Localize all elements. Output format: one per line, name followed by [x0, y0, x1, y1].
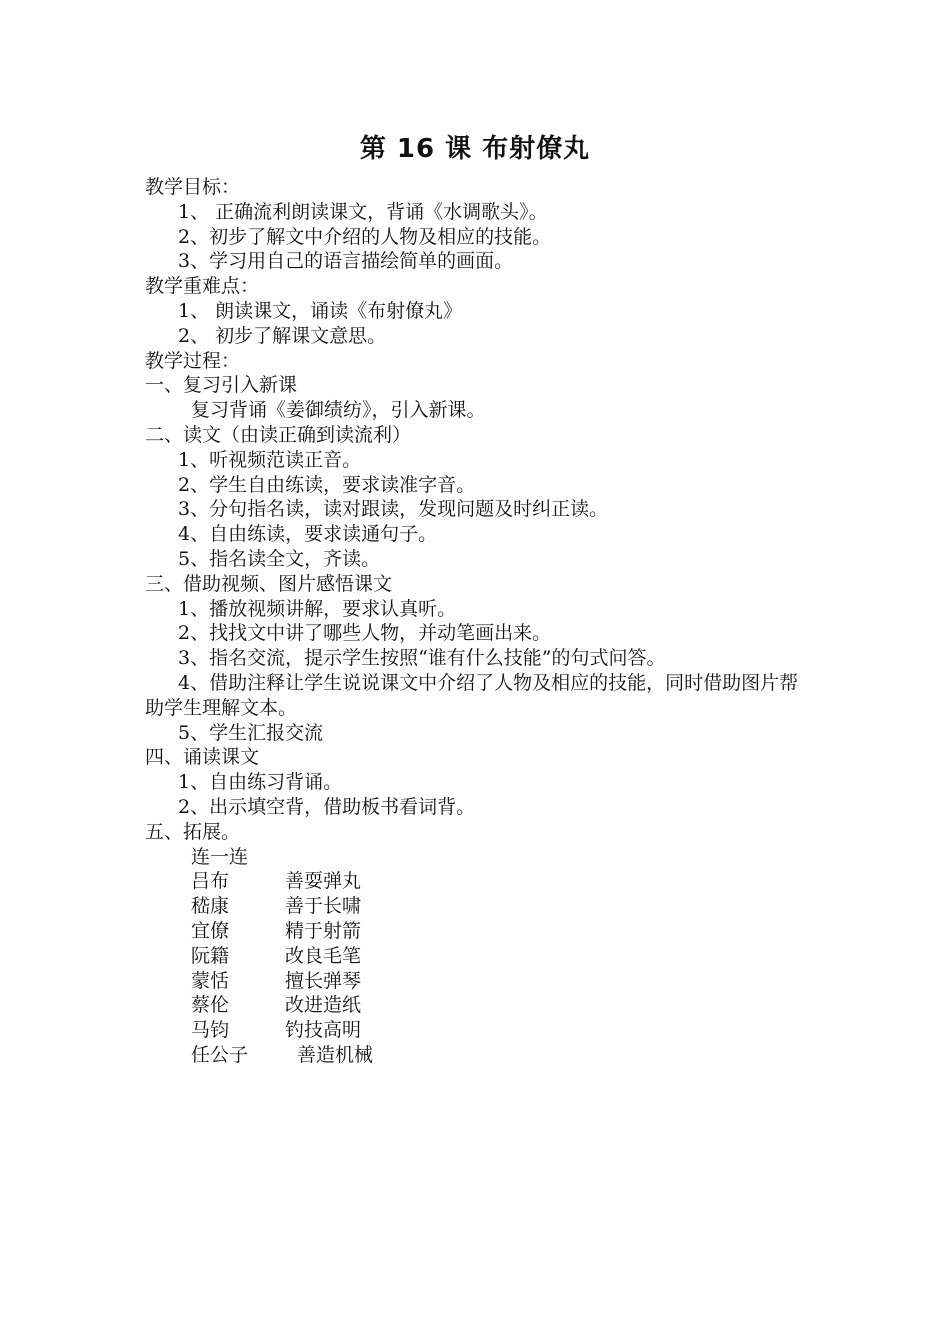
- keypoint-item: 2、 初步了解课文意思。: [178, 324, 387, 347]
- step2-item: 1、听视频范读正音。: [178, 448, 362, 471]
- match-name: 任公子: [191, 1043, 249, 1066]
- match-name: 宜僚: [191, 919, 230, 942]
- step1-text: 复习背诵《姜御绩纺》，引入新课。: [191, 399, 486, 422]
- match-row: [145, 894, 825, 919]
- step1-heading: 一、复习引入新课: [145, 374, 298, 397]
- step3-item: 3、指名交流，提示学生按照“谁有什么技能”的句式问答。: [178, 647, 666, 670]
- match-row: [145, 919, 825, 944]
- match-skill: 善耍弹丸: [285, 870, 362, 893]
- match-name: 蒙恬: [191, 969, 230, 992]
- match-row: [145, 1043, 825, 1068]
- step2-item: 5、指名读全文，齐读。: [178, 547, 381, 570]
- match-row: [145, 869, 825, 894]
- match-name: 马钧: [191, 1019, 230, 1042]
- step2-heading: 二、读文（由读正确到读流利）: [145, 423, 412, 446]
- step2-item: 4、自由练读，要求读通句子。: [178, 523, 438, 546]
- objective-item: 1、 正确流利朗读课文，背诵《水调歌头》。: [178, 200, 548, 223]
- objective-item: 2、初步了解文中介绍的人物及相应的技能。: [178, 225, 552, 248]
- step3-heading: 三、借助视频、图片感悟课文: [145, 572, 393, 595]
- objective-item: 3、学习用自己的语言描绘简单的画面。: [178, 250, 514, 273]
- match-row: [145, 969, 825, 994]
- match-skill: 擅长弹琴: [285, 969, 362, 992]
- keypoints-heading: 教学重难点：: [145, 275, 260, 298]
- objectives-heading: 教学目标：: [145, 176, 241, 198]
- match-skill: 钓技高明: [285, 1019, 362, 1042]
- step2-item: 2、学生自由练读，要求读准字音。: [178, 473, 476, 496]
- keypoint-item: 1、 朗读课文，诵读《布射僚丸》: [178, 299, 463, 322]
- match-name: 阮籍: [191, 944, 230, 967]
- match-name: 嵇康: [191, 895, 230, 918]
- step4-heading: 四、诵读课文: [145, 746, 260, 769]
- step5-heading: 五、拓展。: [145, 820, 241, 843]
- match-skill: 改进造纸: [285, 994, 362, 1017]
- step2-item: 3、分句指名读，读对跟读，发现问题及时纠正读。: [178, 498, 609, 521]
- step4-item: 2、出示填空背，借助板书看词背。: [178, 795, 476, 818]
- match-row: [145, 1018, 825, 1043]
- match-skill: 善于长啸: [285, 895, 362, 918]
- step4-item: 1、自由练习背诵。: [178, 771, 343, 794]
- step3-item: 1、播放视频讲解，要求认真听。: [178, 597, 457, 620]
- match-row: [145, 944, 825, 969]
- lesson-title: 第 16 课 布射僚丸: [359, 134, 591, 164]
- match-skill: 改良毛笔: [285, 944, 362, 967]
- step3-item: 2、找找文中讲了哪些人物，并动笔画出来。: [178, 622, 552, 645]
- match-label: 连一连: [191, 845, 249, 868]
- match-row: [145, 993, 825, 1018]
- lesson-plan-body: [145, 175, 825, 1068]
- match-skill: 精于射箭: [285, 919, 362, 942]
- step3-item: 4、借助注释让学生说说课文中介绍了人物及相应的技能，同时借助图片帮助学生理解文本。: [145, 671, 799, 719]
- match-name: 吕布: [191, 870, 230, 893]
- match-name: 蔡伦: [191, 994, 230, 1017]
- process-heading: 教学过程：: [145, 349, 241, 372]
- step3-item: 5、学生汇报交流: [178, 721, 324, 744]
- match-skill: 善造机械: [297, 1043, 374, 1066]
